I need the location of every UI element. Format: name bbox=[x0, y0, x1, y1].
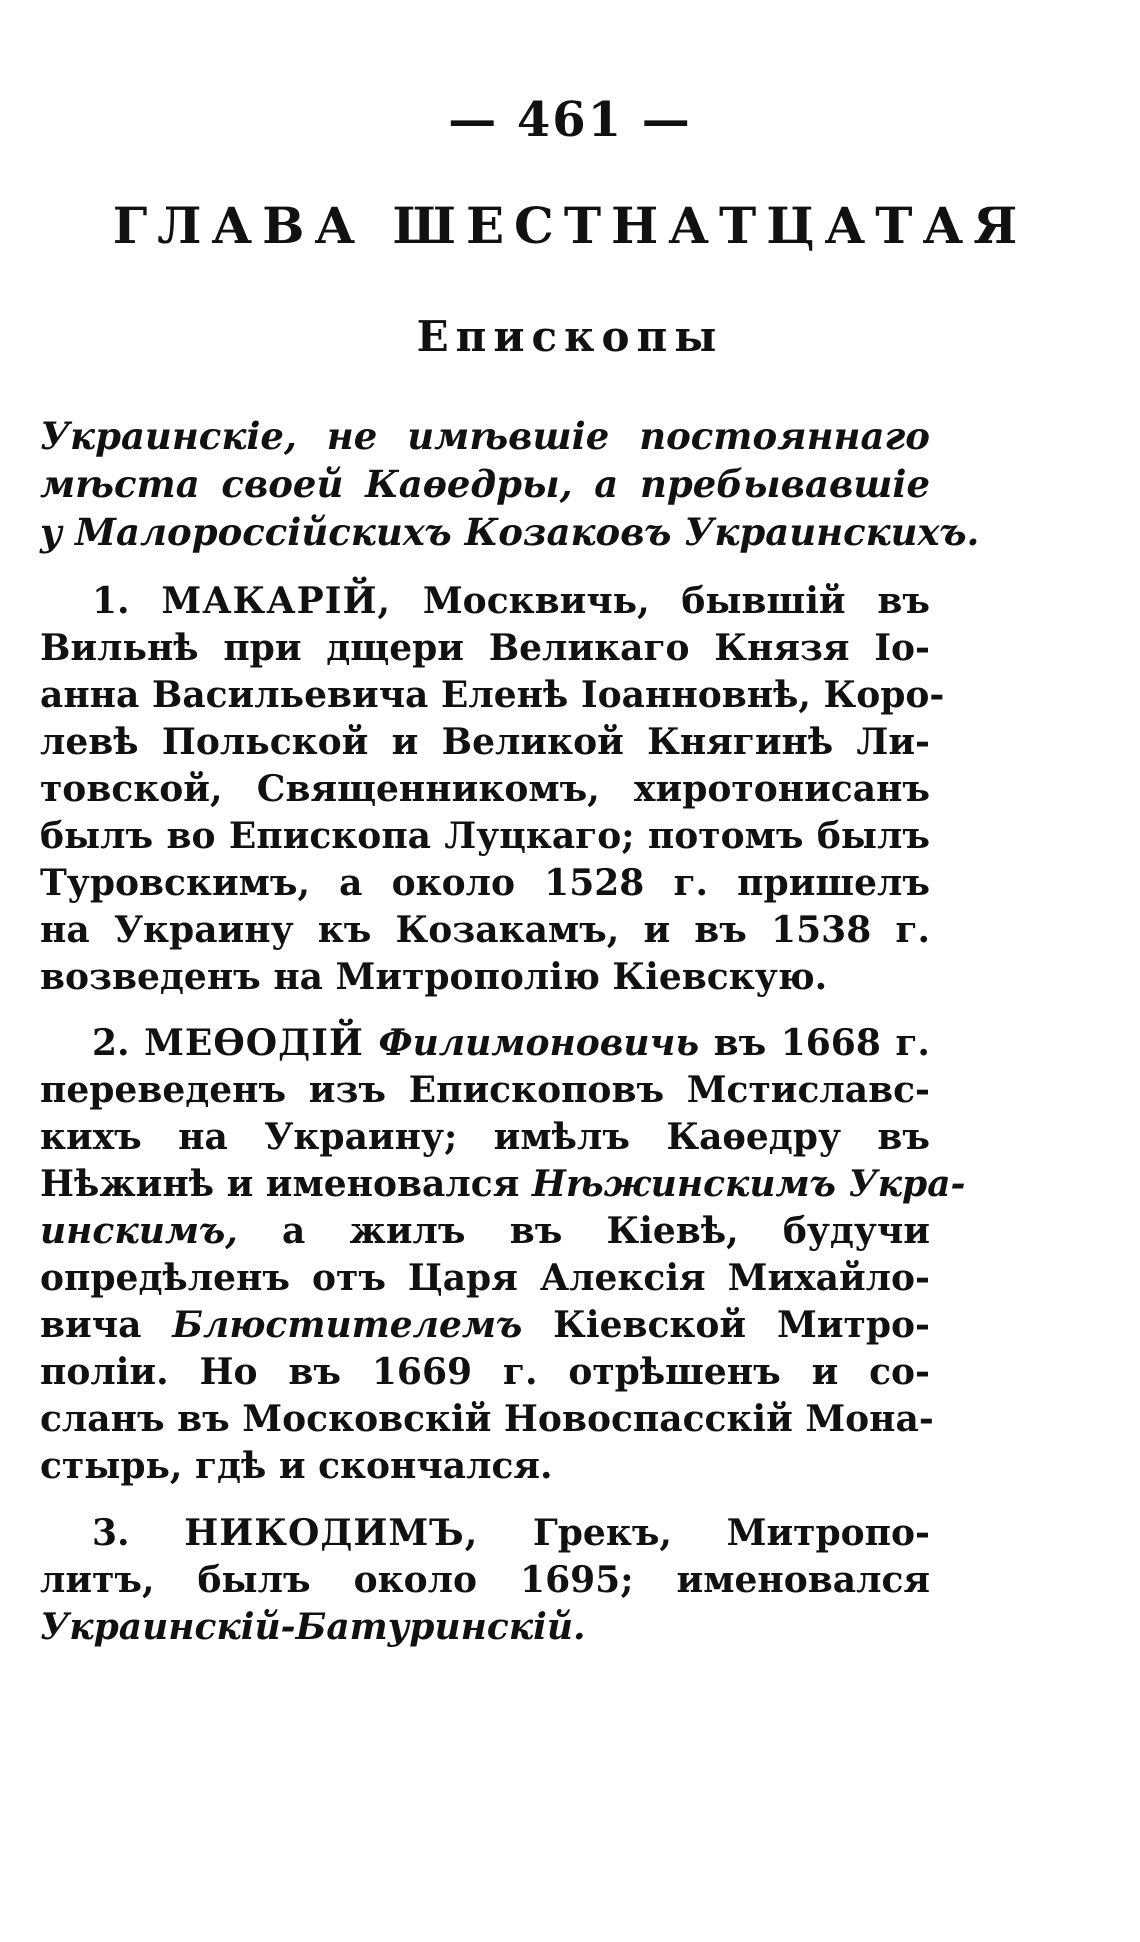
entry-line bbox=[40, 1020, 930, 1067]
entry-italic-text: Нѣжинскимъ Укра- bbox=[531, 1163, 966, 1205]
entry-line: стырь, гдѣ и скончался. bbox=[40, 1445, 553, 1487]
entry-number: 3. bbox=[92, 1512, 130, 1554]
entry-line: былъ во Епископа Луцкаго; потомъ былъ bbox=[40, 815, 930, 857]
entry-text: Грекъ, Митропо- bbox=[532, 1512, 930, 1554]
entry-text: а жилъ въ Кіевѣ, будучи bbox=[281, 1210, 930, 1252]
entry-text: Нѣжинѣ и именовался bbox=[40, 1163, 520, 1205]
entry-line: переведенъ изъ Епископовъ Мстиславс- bbox=[40, 1069, 930, 1111]
entry-italic-text: инскимъ, bbox=[40, 1210, 238, 1252]
chapter-title: ГЛАВА ШЕСТНАТЦАТАЯ bbox=[112, 196, 1028, 255]
entry-italic-text: Блюстителемъ bbox=[172, 1304, 523, 1346]
entry-line: кихъ на Украину; имѣлъ Каѳедру въ bbox=[40, 1116, 930, 1158]
entry-line: анна Васильевича Еленѣ Іоанновнѣ, Коро- bbox=[40, 674, 945, 716]
entry-nikodim bbox=[40, 1510, 930, 1651]
subtitle-line: у Малороссійскихъ Козаковъ Украинскихъ. bbox=[40, 510, 980, 554]
entry-line: на Украину къ Козакамъ, и въ 1538 г. bbox=[40, 909, 930, 951]
entry-line: товской, Священникомъ, хиротонисанъ bbox=[40, 768, 930, 810]
entry-text: Москвичь, бывшій въ bbox=[422, 580, 930, 622]
section-subtitle bbox=[40, 412, 980, 556]
entry-name: НИКОДИМЪ, bbox=[184, 1512, 479, 1554]
entry-line: Туровскимъ, а около 1528 г. пришелъ bbox=[40, 862, 930, 904]
entry-number: 2. bbox=[92, 1022, 130, 1064]
entry-italic-text: Филимоновичь bbox=[378, 1022, 700, 1064]
entry-line: опредѣленъ отъ Царя Алексія Михайло- bbox=[40, 1257, 930, 1299]
entry-line: Вильнѣ при дщери Великаго Князя Іо- bbox=[40, 627, 930, 669]
entry-line: возведенъ на Митрополію Кіевскую. bbox=[40, 956, 828, 998]
entry-line bbox=[40, 578, 930, 625]
section-title: Епископы bbox=[416, 312, 724, 361]
subtitle-line: мѣста своей Каѳедры, а пребывавшіе bbox=[40, 462, 930, 506]
page-number: — 461 — bbox=[448, 92, 692, 148]
subtitle-line: Украинскіе, не имѣвшіе постояннаго bbox=[40, 414, 930, 458]
entry-line bbox=[40, 1302, 930, 1349]
entry-text: въ 1668 г. bbox=[713, 1022, 930, 1064]
entry-name: МЕѲОДІЙ bbox=[144, 1022, 364, 1064]
entry-line: сланъ въ Московскій Новоспасскій Мона- bbox=[40, 1398, 934, 1440]
entry-number: 1. bbox=[92, 580, 130, 622]
entry-line bbox=[40, 1208, 930, 1255]
entry-text: вича bbox=[40, 1304, 142, 1346]
entry-makariy bbox=[40, 578, 945, 1001]
entry-text: Кіевской Митро- bbox=[553, 1304, 930, 1346]
entry-line: Украинскій-Батуринскій. bbox=[40, 1606, 586, 1648]
entry-line bbox=[40, 1161, 966, 1208]
entry-line: левѣ Польской и Великой Княгинѣ Ли- bbox=[40, 721, 930, 763]
entry-line bbox=[40, 1510, 930, 1557]
entry-line: поліи. Но въ 1669 г. отрѣшенъ и со- bbox=[40, 1351, 930, 1393]
entry-name: МАКАРІЙ, bbox=[161, 580, 392, 622]
entry-methodiy bbox=[40, 1020, 966, 1490]
entry-line: литъ, былъ около 1695; именовался bbox=[40, 1559, 930, 1601]
